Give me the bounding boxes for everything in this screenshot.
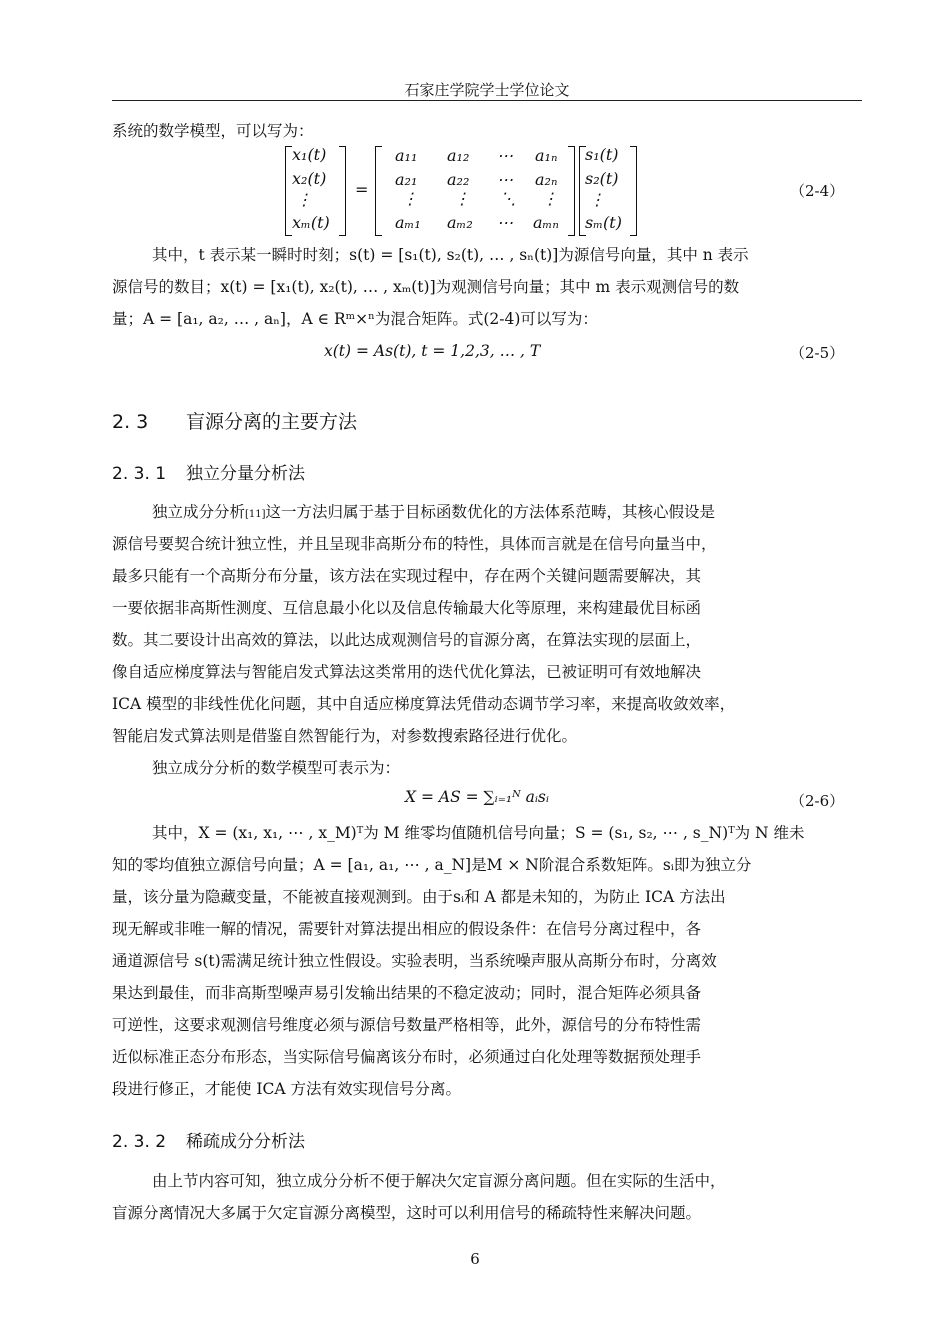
matrix-cell: ⋮ — [542, 189, 558, 208]
lhs-cell: ⋮ — [296, 190, 312, 209]
paragraph-ica-line: 最多只能有一个高斯分布分量，该方法在实现过程中，存在两个关键问题需要解决，其 — [112, 567, 702, 585]
section-title: 独立分量分析法 — [186, 464, 305, 484]
section-title: 盲源分离的主要方法 — [186, 411, 358, 433]
matrix-bracket-right — [568, 146, 575, 236]
equation-number: （2-5） — [790, 344, 845, 362]
section-heading-2-3 — [112, 407, 357, 434]
paragraph-where2-line: 知的零均值独立源信号向量；A = [a₁, a₁, ⋯ , a_N]是M × N阶混合系数矩阵。sᵢ即为独立分 — [112, 856, 752, 874]
paragraph-where2-line: 可逆性，这要求观测信号维度必须与源信号数量严格相等，此外，源信号的分布特性需 — [112, 1016, 702, 1034]
lhs-bracket-right — [339, 146, 346, 236]
page-number: 6 — [470, 1250, 480, 1268]
matrix-cell: a₂ₙ — [535, 170, 558, 189]
paragraph-where2-line: 近似标准正态分布形态，当实际信号偏离该分布时，必须通过白化处理等数据预处理手 — [112, 1048, 702, 1066]
matrix-bracket-left — [375, 146, 382, 236]
rhs-cell: ⋮ — [589, 190, 605, 209]
matrix-cell: ⋱ — [500, 189, 516, 208]
paragraph-where2-line: 现无解或非唯一解的情况，需要针对算法提出相应的假设条件：在信号分离过程中，各 — [112, 920, 702, 938]
paragraph-sca-line: 盲源分离情况大多属于欠定盲源分离模型，这时可以利用信号的稀疏特性来解决问题。 — [112, 1204, 702, 1222]
paragraph-ica-line: 数。其二要设计出高效的算法，以此达成观测信号的盲源分离，在算法实现的层面上， — [112, 631, 702, 649]
lhs-cell: xₘ(t) — [292, 213, 330, 232]
matrix-cell: a₂₂ — [447, 170, 470, 189]
matrix-cell: ⋯ — [497, 170, 513, 189]
section-number: 2. 3 — [112, 411, 149, 433]
running-header: 石家庄学院学士学位论文 — [404, 81, 570, 99]
lhs-cell: x₂(t) — [292, 169, 327, 188]
rhs-cell: s₂(t) — [585, 169, 619, 188]
equation-2-5: x(t) = As(t), t = 1,2,3, … , T — [324, 342, 541, 360]
matrix-cell: a₁₁ — [395, 146, 418, 165]
lhs-cell: x₁(t) — [292, 145, 327, 164]
paragraph-where-line3: 量；A = [a₁, a₂, … , aₙ]，A ∈ Rᵐ×ⁿ为混合矩阵。式(2-4)可以写为： — [112, 310, 598, 328]
paragraph-ica-line: 源信号要契合统计独立性，并且呈现非高斯分布的特性，具体而言就是在信号向量当中， — [112, 535, 717, 553]
matrix-cell: ⋯ — [497, 213, 513, 232]
paragraph-where2-line: 通道源信号 s(t)需满足统计独立性假设。实验表明，当系统噪声服从高斯分布时，分离效 — [112, 952, 717, 970]
matrix-cell: a₁₂ — [447, 146, 470, 165]
paragraph-model-intro: 独立成分分析的数学模型可表示为： — [152, 759, 401, 777]
paragraph-where-line2: 源信号的数目；x(t) = [x₁(t), x₂(t), … , xₘ(t)]为观测信号向量；其中 m 表示观测信号的数 — [112, 278, 740, 296]
text-run: 独立成分分析 — [152, 503, 246, 521]
rhs-bracket-right — [630, 146, 637, 236]
paragraph-ica-line1 — [112, 497, 860, 529]
matrix-cell: ⋮ — [454, 189, 470, 208]
paragraph-ica-line: 智能启发式算法则是借鉴自然智能行为，对参数搜索路径进行优化。 — [112, 727, 578, 745]
section-heading-2-3-1 — [112, 459, 305, 484]
rhs-cell: s₁(t) — [585, 145, 619, 164]
paragraph-where2-line: 其中，X = (x₁, x₁, ⋯ , x_M)ᵀ为 M 维零均值随机信号向量；S = (s₁, s₂, ⋯ , s_N)ᵀ为 N 维未 — [152, 824, 805, 842]
matrix-cell: aₘ₁ — [395, 213, 421, 232]
matrix-cell: ⋯ — [497, 146, 513, 165]
paragraph-where-line1: 其中，t 表示某一瞬时时刻；s(t) = [s₁(t), s₂(t), … , sₙ(t)]为源信号向量，其中 n 表示 — [152, 246, 749, 264]
paragraph-where2-line: 段进行修正，才能使 ICA 方法有效实现信号分离。 — [112, 1080, 462, 1098]
section-number: 2. 3. 2 — [112, 1132, 167, 1152]
matrix-cell: aₘ₂ — [447, 213, 473, 232]
header-rule — [112, 100, 862, 101]
paragraph-sca-line: 由上节内容可知，独立成分分析不便于解决欠定盲源分离问题。但在实际的生活中， — [152, 1172, 726, 1190]
section-heading-2-3-2 — [112, 1127, 305, 1152]
matrix-cell: ⋮ — [402, 189, 418, 208]
paragraph-where2-line: 果达到最佳，而非高斯型噪声易引发输出结果的不稳定波动；同时，混合矩阵必须具备 — [112, 984, 702, 1002]
section-title: 稀疏成分分析法 — [186, 1132, 305, 1152]
paragraph-ica-line: ICA 模型的非线性优化问题，其中自适应梯度算法凭借动态调节学习率，来提高收敛效率， — [112, 695, 736, 713]
paragraph-where2-line: 量，该分量为隐藏变量，不能被直接观测到。由于sᵢ和 A 都是未知的，为防止 ICA 方法出 — [112, 888, 726, 906]
equation-number: （2-6） — [790, 792, 845, 810]
equation-number: （2-4） — [790, 182, 845, 200]
paragraph-ica-line: 像自适应梯度算法与智能启发式算法这类常用的迭代优化算法，已被证明可有效地解决 — [112, 663, 702, 681]
matrix-cell: a₁ₙ — [535, 146, 558, 165]
equation-2-6: X = AS = ∑ᵢ₌₁ᴺ aᵢsᵢ — [405, 788, 550, 806]
equals-sign: = — [355, 180, 369, 199]
text-run: 这一方法归属于基于目标函数优化的方法体系范畴，其核心假设是 — [265, 503, 716, 521]
paragraph-ica-line: 一要依据非高斯性测度、互信息最小化以及信息传输最大化等原理，来构建最优目标函 — [112, 599, 702, 617]
section-number: 2. 3. 1 — [112, 464, 167, 484]
matrix-cell: aₘₙ — [533, 213, 559, 232]
citation: [11] — [245, 509, 266, 520]
rhs-cell: sₘ(t) — [585, 213, 622, 232]
matrix-cell: a₂₁ — [395, 170, 418, 189]
intro-line: 系统的数学模型，可以写为： — [112, 122, 314, 140]
lhs-bracket-left — [285, 146, 292, 236]
